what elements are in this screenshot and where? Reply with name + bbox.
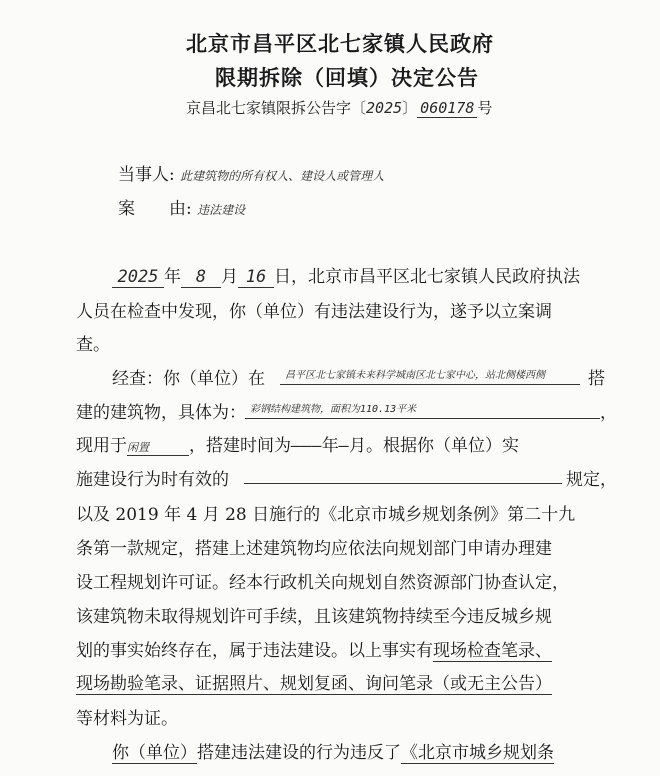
para3-mid: 搭建违法建设的行为违反了 [197,743,401,763]
para2-line3-rest: 月。根据你（单位）实 [348,436,519,456]
build-month-blank: — [338,436,349,456]
para2-line1-start: 经查：你（单位）在 [112,369,265,389]
regulation-underline [244,483,562,484]
para2-line9-start: 划的事实始终存在，属于违法建设。以上事实有 [76,641,433,661]
para3-line1 [112,738,554,763]
location-underline [280,384,580,385]
case-row [118,194,245,219]
date-day: 16 [238,267,274,288]
doc-year: 2025 [366,99,403,117]
building-description: 彩钢结构建筑物，面积为110.13平米 [250,404,417,415]
party-value: 此建筑物的所有权人、建设人或管理人 [180,169,385,183]
para1-line1-rest: 日，北京市昌平区北七家镇人民政府执法 [274,267,580,287]
location-value: 昌平区北七家镇未来科学城南区北七家中心，站北侧楼西侧 [285,370,545,381]
para2-line4-start: 施建设行为时有效的 [76,470,229,490]
para2-line8: 该建筑物未取得规划许可手续，且该建筑物持续至今违反城乡规 [76,607,552,627]
party-label: 当事人: [118,165,175,185]
para1-line1 [112,262,580,288]
para2-line1-end: 搭 [588,369,605,389]
para2-line11: 等材料为证。 [76,709,178,729]
para2-line7: 设工程规划许可证。经本行政机关向规划自然资源部门协查认定， [76,573,569,593]
date-month-char: 月 [221,267,238,287]
para2-line10: 现场勘验笔录、证据照片、规划复函、询问笔录（或无主公告） [76,669,552,695]
description-underline [245,418,600,419]
title-line-1: 北京市昌平区北七家镇人民政府 [186,32,494,56]
use-value: 闲置 [127,439,189,456]
para1-line2: 人员在检查中发现，你（单位）有违法建设行为，遂予以立案调 [76,302,552,322]
para2-line4-end: 规定， [566,470,617,490]
case-value: 违法建设 [197,203,246,217]
document-number [186,97,492,118]
para2-line2-start: 建的建筑物，具体为： [76,403,246,423]
party-row [118,160,384,185]
doc-serial: 060178 [417,99,477,118]
title-line-2: 限期拆除（回填）决定公告 [215,66,479,90]
evidence-item-1: 现场检查笔录、 [433,641,552,661]
para3-subject: 你（单位） [112,743,197,763]
para2-line2-end: ， [600,403,617,423]
build-time-label: ，搭建时间为 [189,436,291,456]
para2-line5: 以及 2019 年 4 月 28 日施行的《北京市城乡规划条例》第二十九 [76,505,576,525]
date-year-char: 年 [164,267,181,287]
doc-suffix: 号 [477,99,493,117]
build-year-blank: ——— [291,436,322,456]
doc-prefix: 京昌北七家镇限拆公告字 [186,99,352,117]
build-year-char: 年 [321,436,339,456]
para2-line6: 条第一款规定，搭建上述建筑物均应依法向规划部门申请办理建 [76,539,552,559]
para3-law: 《北京市城乡规划条 [401,743,554,763]
para2-line3 [76,431,519,456]
date-month: 8 [181,267,221,288]
date-year: 2025 [112,267,164,288]
doc-bracket-open: 〔 [351,99,367,117]
para2-line9 [76,636,552,661]
para1-line3: 查。 [76,335,110,355]
use-label: 现用于 [76,436,127,456]
case-label: 案 由: [118,199,192,219]
doc-bracket-close: 〕 [402,99,418,117]
